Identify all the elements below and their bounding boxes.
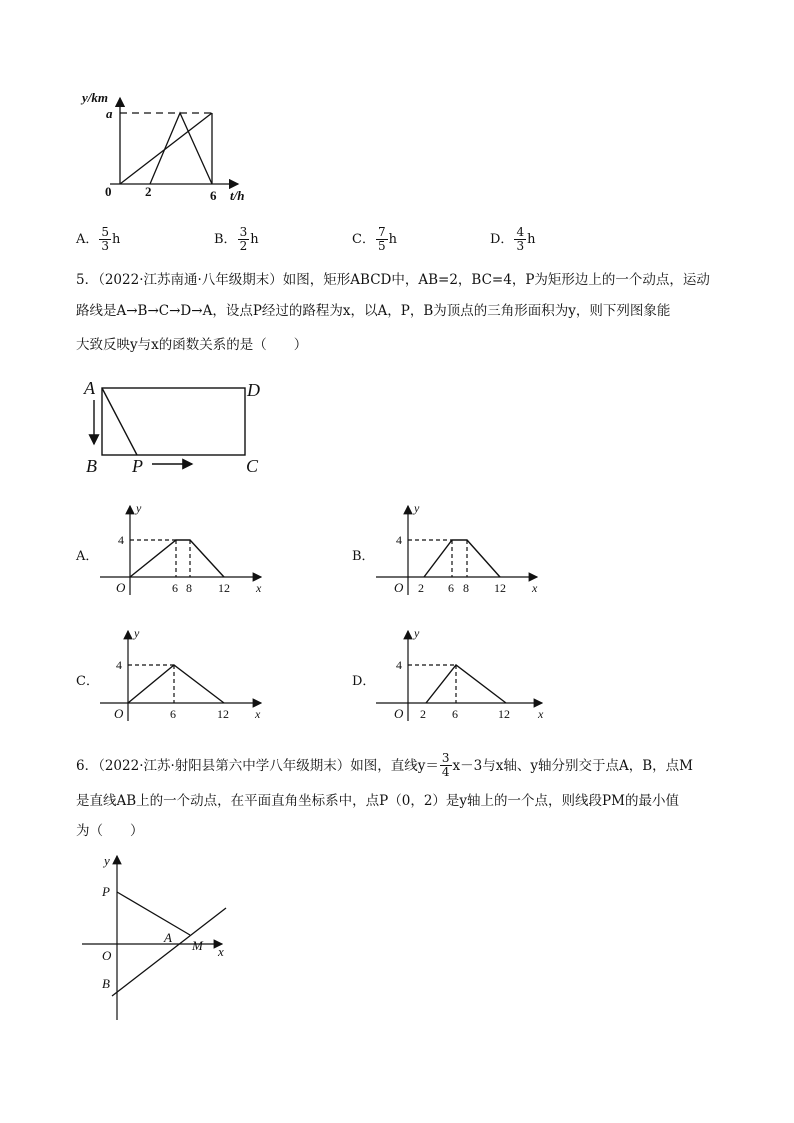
q4-tick-2: 2 <box>145 184 152 199</box>
q5-option-d-graph[interactable] <box>372 625 552 725</box>
svg-text:12: 12 <box>498 707 510 721</box>
svg-text:y: y <box>134 626 140 640</box>
q6-segment-pm <box>117 892 190 935</box>
q5-label-b: B <box>86 456 97 476</box>
svg-text:8: 8 <box>463 581 469 595</box>
svg-text:6: 6 <box>452 707 458 721</box>
q5-option-b-graph[interactable] <box>372 500 552 600</box>
q4-line-fast <box>150 113 212 184</box>
q4-option-d[interactable]: D． $\frac{4}{3}$ h <box>490 225 536 253</box>
q5-label-a: A <box>84 378 95 398</box>
q5-option-a-graph[interactable] <box>96 500 276 600</box>
svg-text:y: y <box>104 853 110 868</box>
svg-text:B: B <box>102 976 110 991</box>
svg-text:x: x <box>256 581 262 595</box>
q4-option-b[interactable]: B． $\frac{3}{2}$ h <box>214 225 259 253</box>
svg-text:12: 12 <box>494 581 506 595</box>
svg-text:O: O <box>394 580 404 595</box>
svg-text:P: P <box>102 884 110 899</box>
svg-text:O: O <box>394 706 404 721</box>
q4-option-c[interactable]: C． $\frac{7}{5}$ h <box>352 225 397 253</box>
q6-question-line-3: 为（ ） <box>76 823 144 839</box>
q4-distance-time-graph <box>70 88 260 213</box>
q5-label-c: C <box>246 456 259 476</box>
q5-option-d-letter[interactable]: D． <box>352 674 376 689</box>
svg-text:6: 6 <box>448 581 454 595</box>
q6-line-ab <box>112 908 226 996</box>
q5-label-d: D <box>247 380 260 400</box>
q5-option-b-letter[interactable]: B． <box>352 549 375 564</box>
svg-text:x: x <box>255 707 261 721</box>
q5-question-line-2: 路线是A→B→C→D→A，设点P经过的路程为x，以A，P，B为顶点的三角形面积为y，则下列图象能 <box>76 303 671 319</box>
svg-text:y: y <box>414 626 420 640</box>
q4-a-label: a <box>106 106 113 121</box>
q4-option-a[interactable]: A． $\frac{5}{3}$ h <box>76 225 121 253</box>
svg-text:6: 6 <box>172 581 178 595</box>
q5-option-a-letter[interactable]: A． <box>76 549 99 564</box>
q5-question-line-3: 大致反映y与x的函数关系的是（ ） <box>76 337 308 353</box>
svg-text:12: 12 <box>217 707 229 721</box>
svg-text:A: A <box>164 930 172 945</box>
svg-text:O: O <box>116 580 126 595</box>
svg-text:2: 2 <box>420 707 426 721</box>
svg-text:O: O <box>102 948 112 963</box>
svg-text:8: 8 <box>186 581 192 595</box>
q5-rectangle-abcd <box>102 388 245 455</box>
q5-option-c-graph[interactable] <box>96 625 276 725</box>
svg-text:6: 6 <box>170 707 176 721</box>
svg-text:y: y <box>414 501 420 515</box>
svg-text:x: x <box>218 944 224 959</box>
q4-t-label: t/h <box>230 188 245 203</box>
svg-text:x: x <box>538 707 544 721</box>
svg-text:O: O <box>114 706 124 721</box>
q5-option-c-letter[interactable]: C． <box>76 674 99 689</box>
svg-text:4: 4 <box>396 658 402 672</box>
q6-coordinate-figure <box>80 850 240 1025</box>
q4-tick-6: 6 <box>210 188 217 203</box>
q6-question-line-2: 是直线AB上的一个动点，在平面直角坐标系中，点P（0，2）是y轴上的一个点，则线段PM的最小值 <box>76 793 679 809</box>
svg-text:12: 12 <box>218 581 230 595</box>
svg-text:y: y <box>136 501 142 515</box>
svg-text:x: x <box>532 581 538 595</box>
q4-origin-label: 0 <box>105 184 112 199</box>
q5-segment-ap <box>102 388 137 455</box>
svg-text:4: 4 <box>396 533 402 547</box>
svg-text:4: 4 <box>118 533 124 547</box>
q5-rectangle-figure <box>80 372 280 482</box>
q4-y-label: y/km <box>82 90 108 105</box>
svg-text:2: 2 <box>418 581 424 595</box>
svg-text:M: M <box>192 938 203 953</box>
q6-question-line-1: 6．（2022·江苏·射阳县第六中学八年级期末）如图，直线y＝ $\frac{3}{4}$ x－3与x轴、y轴分别交于点A，B，点M <box>76 751 693 779</box>
q5-label-p: P <box>132 456 143 476</box>
svg-text:4: 4 <box>116 658 122 672</box>
q5-question-line-1: 5．（2022·江苏南通·八年级期末）如图，矩形ABCD中，AB=2，BC=4，P为矩形边上的一个动点，运动 <box>76 272 710 288</box>
q4-line-slow <box>120 113 212 184</box>
